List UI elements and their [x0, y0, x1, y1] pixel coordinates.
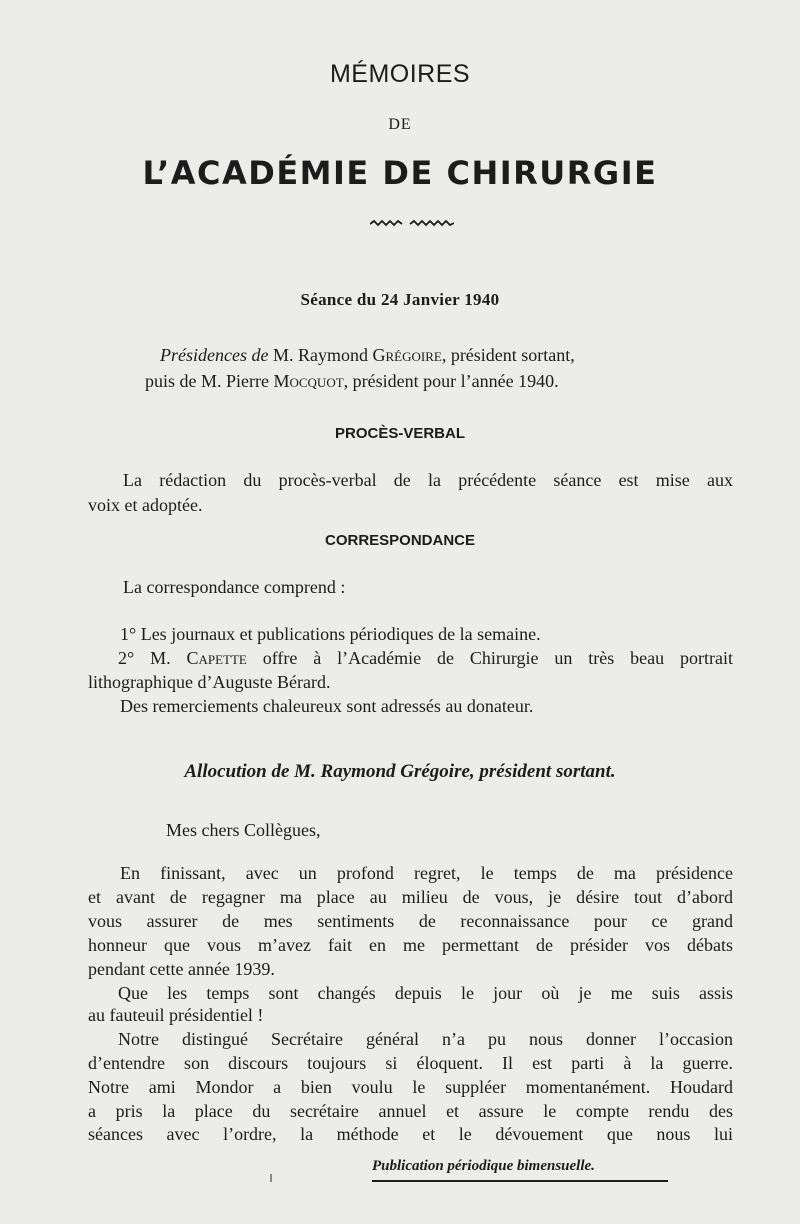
- title-de: DE: [388, 116, 412, 133]
- title-memoires: MÉMOIRES: [329, 60, 471, 88]
- title-academie: L’ACADÉMIE DE CHIRURGIE: [142, 154, 658, 192]
- seance-date: Séance du 24 Janvier 1940: [300, 290, 500, 309]
- president-name-mocquot: Mocquot: [273, 371, 344, 391]
- footer-underline: [372, 1180, 668, 1182]
- allocution-title: Allocution de M. Raymond Grégoire, président sortant.: [184, 761, 616, 782]
- proces-verbal-line-2: voix et adoptée.: [88, 495, 203, 515]
- speech-line-5: pendant cette année 1939.: [88, 959, 275, 979]
- speech-line-6: Que les temps sont changés depuis le jour où je me suis assis: [118, 983, 733, 1003]
- speech-line-9: d’entendre son discours toujours si éloquent. Il est parti à la guerre.: [88, 1053, 733, 1073]
- footer-publication: Publication périodique bimensuelle.: [372, 1158, 595, 1174]
- print-speck: [270, 1174, 272, 1182]
- presidences-line-1: Présidences de M. Raymond Grégoire, président sortant,: [160, 345, 575, 365]
- correspondance-item-1: 1° Les journaux et publications périodiques de la semaine.: [120, 624, 541, 644]
- speech-line-4: honneur que vous m’avez fait en me permettant de présider vos débats: [88, 935, 733, 955]
- ornament-divider: [370, 218, 454, 230]
- salutation: Mes chers Collègues,: [166, 820, 321, 840]
- speech-line-2: et avant de regagner ma place au milieu de vous, je désire tout d’abord: [88, 887, 733, 907]
- heading-proces-verbal: PROCÈS-VERBAL: [334, 425, 465, 442]
- correspondance-item-2: 2° M. Capette offre à l’Académie de Chirurgie un très beau portrait: [118, 648, 734, 668]
- proces-verbal-line-1: La rédaction du procès-verbal de la précédente séance est mise aux: [123, 470, 733, 490]
- speech-line-10: Notre ami Mondor a bien voulu le suppléer momentanément. Houdard: [88, 1077, 733, 1097]
- correspondance-thanks: Des remerciements chaleureux sont adressés au donateur.: [120, 696, 534, 716]
- speech-line-7: au fauteuil présidentiel !: [88, 1005, 264, 1025]
- correspondance-intro: La correspondance comprend :: [123, 577, 346, 597]
- speech-line-3: vous assurer de mes sentiments de reconnaissance pour ce grand: [88, 911, 733, 931]
- speech-line-11: a pris la place du secrétaire annuel et assure le compte rendu des: [88, 1101, 733, 1121]
- presidences-line-2: puis de M. Pierre Mocquot, président pour l’année 1940.: [145, 371, 559, 391]
- speech-line-1: En finissant, avec un profond regret, le temps de ma présidence: [120, 863, 733, 883]
- correspondance-item-2-continued: lithographique d’Auguste Bérard.: [88, 672, 331, 692]
- president-name-gregoire: Grégoire: [372, 345, 442, 365]
- speech-line-8: Notre distingué Secrétaire général n’a pu nous donner l’occasion: [118, 1029, 733, 1049]
- donor-name-capette: Capette: [186, 648, 247, 668]
- presidences-label: Présidences de: [160, 345, 269, 365]
- speech-line-12: séances avec l’ordre, la méthode et le dévouement que nous lui: [88, 1124, 733, 1144]
- heading-correspondance: CORRESPONDANCE: [324, 532, 475, 549]
